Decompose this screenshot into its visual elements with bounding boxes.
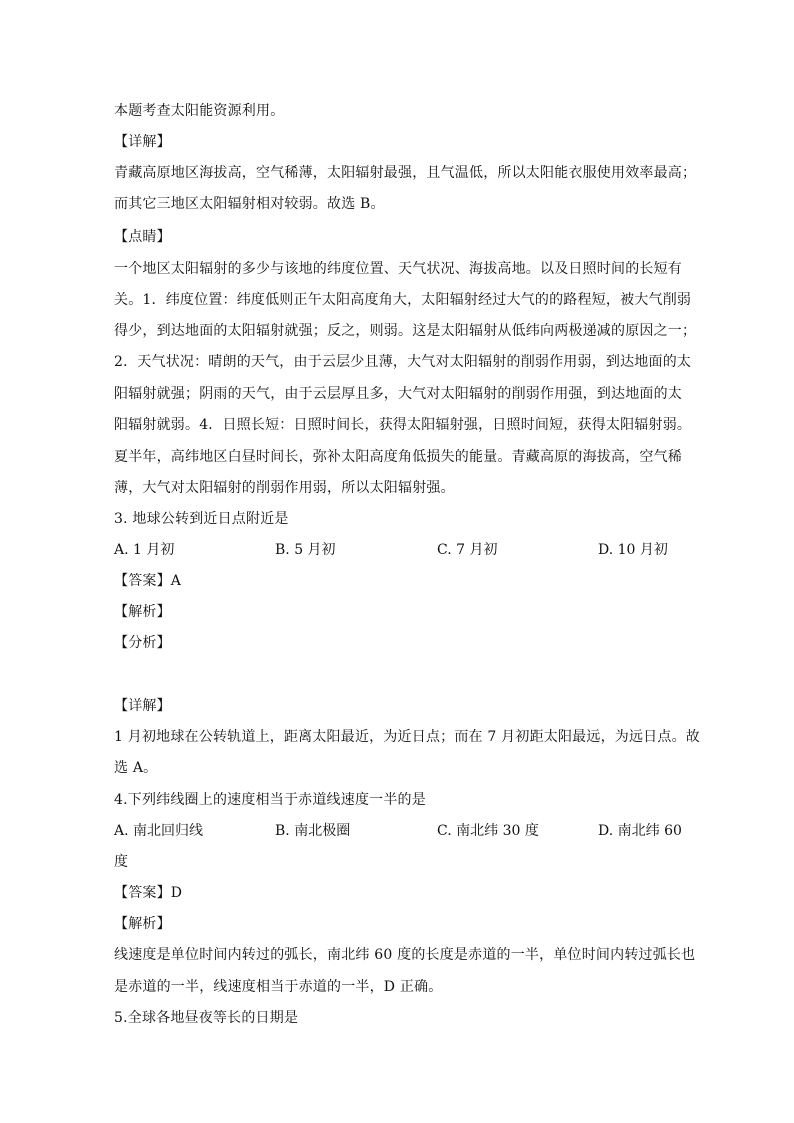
text-line: 而其它三地区太阳辐射相对较弱。故选 B。	[114, 196, 385, 212]
analysis-heading: 【解析】	[114, 604, 171, 620]
q3-option-a: A. 1 月初	[114, 542, 175, 558]
text-line: 薄，大气对太阳辐射的削弱作用弱，所以太阳辐射强。	[114, 480, 455, 496]
text-line: 线速度是单位时间内转过的弧长，南北纬 60 度的长度是赤道的一半，单位时间内转过弧长也	[114, 947, 696, 963]
q4-option-c: C. 南北纬 30 度	[437, 823, 539, 839]
text-line: 关。1．纬度位置：纬度低则正午太阳高度角大，太阳辐射经过大气的的路程短，被大气削弱	[114, 292, 692, 308]
text-line: 2．天气状况：晴朗的天气，由于云层少且薄，大气对太阳辐射的削弱作用弱，到达地面的太	[114, 354, 692, 370]
q4-option-b: B. 南北极圈	[275, 823, 351, 839]
question-3: 3. 地球公转到近日点附近是	[114, 511, 289, 527]
q4-option-a: A. 南北回归线	[114, 823, 204, 839]
q3-option-d: D. 10 月初	[598, 542, 668, 558]
text-line: 1 月初地球在公转轨道上，距离太阳最近，为近日点；而在 7 月初距太阳最远，为远日点。故	[114, 729, 700, 745]
text-line: 一个地区太阳辐射的多少与该地的纬度位置、天气状况、海拔高地。以及日照时间的长短有	[114, 261, 682, 277]
answer-label: 【答案】D	[114, 885, 183, 901]
text-line: 夏半年，高纬地区白昼时间长，弥补太阳高度角低损失的能量。青藏高原的海拔高，空气稀	[114, 449, 682, 465]
section-heading-detail: 【详解】	[114, 134, 171, 150]
text-line: 是赤道的一半，线速度相当于赤道的一半，D 正确。	[114, 979, 443, 995]
q4-option-d: D. 南北纬 60	[598, 823, 682, 839]
analysis-subheading: 【分析】	[114, 635, 171, 651]
q3-option-b: B. 5 月初	[275, 542, 336, 558]
question-5: 5.全球各地昼夜等长的日期是	[114, 1010, 299, 1026]
section-heading-note: 【点睛】	[114, 229, 171, 245]
section-heading-detail: 【详解】	[114, 698, 171, 714]
text-line: 本题考查太阳能资源利用。	[114, 103, 285, 119]
text-line: 阳辐射就弱。4．日照长短：日照时间长，获得太阳辐射强，日照时间短，获得太阳辐射弱。	[114, 417, 692, 433]
text-line: 选 A。	[114, 760, 158, 776]
question-4: 4.下列纬线圈上的速度相当于赤道线速度一半的是	[114, 792, 426, 808]
text-line: 度	[114, 854, 129, 870]
analysis-heading: 【解析】	[114, 916, 171, 932]
answer-label: 【答案】A	[114, 573, 182, 589]
q3-option-c: C. 7 月初	[437, 542, 498, 558]
text-line: 青藏高原地区海拔高，空气稀薄，太阳辐射最强，且气温低，所以太阳能衣服使用效率最高；	[114, 165, 697, 181]
text-line: 得少，到达地面的太阳辐射就强；反之，则弱。这是太阳辐射从低纬向两极递减的原因之一；	[114, 323, 697, 339]
text-line: 阳辐射就强；阴雨的天气，由于云层厚且多，大气对太阳辐射的削弱作用强，到达地面的太	[114, 386, 682, 402]
